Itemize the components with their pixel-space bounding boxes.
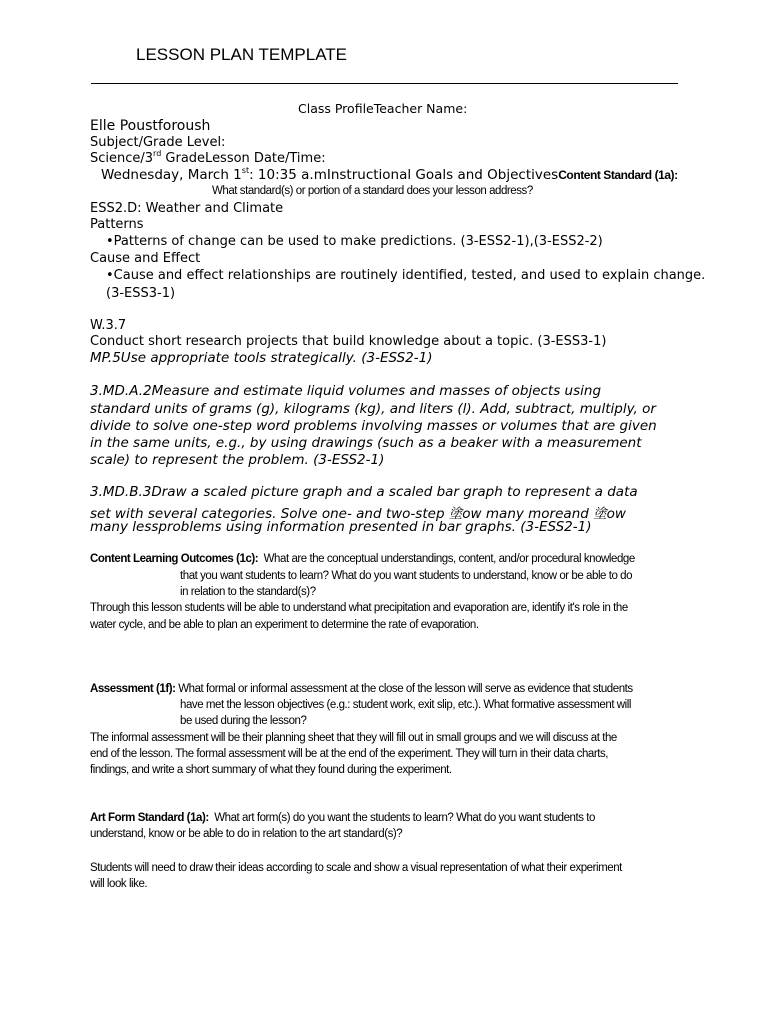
patterns-label: Patterns	[90, 217, 144, 232]
md-a2-line: in the same units, e.g., by using drawings (such as a beaker with a measurement	[90, 435, 642, 451]
ess-title: ESS2.D: Weather and Climate	[90, 201, 284, 216]
content-standard-label: Content Standard (1a):	[558, 168, 678, 182]
md-a2-line: divide to solve one-step word problems involving masses or volumes that are given	[90, 418, 657, 434]
art-form-question-cont: understand, know or be able to do in relation to the art standard(s)?	[90, 828, 403, 840]
md-a2-line: 3.MD.A.2Measure and estimate liquid volumes and masses of objects using	[90, 383, 602, 399]
art-form-answer: will look like.	[90, 878, 148, 890]
content-outcomes-label: Content Learning Outcomes (1c):	[90, 553, 259, 565]
w37-text: Conduct short research projects that build knowledge about a topic. (3-ESS3-1)	[90, 334, 607, 349]
cause-effect-label: Cause and Effect	[90, 251, 201, 266]
md-b3-line: 3.MD.B.3Draw a scaled picture graph and a scaled bar graph to represent a data	[90, 484, 638, 500]
patterns-bullet: •Patterns of change can be used to make predictions. (3-ESS2-1),(3-ESS2-2)	[106, 234, 603, 249]
content-outcomes-answer: water cycle, and be able to plan an experiment to determine the rate of evaporation.	[90, 619, 479, 631]
md-a2-line: scale) to represent the problem. (3-ESS2-1)	[90, 452, 385, 468]
subject-grade-label: Subject/Grade Level:	[90, 135, 226, 150]
content-outcomes-question-cont: in relation to the standard(s)?	[180, 586, 316, 598]
title-divider	[91, 83, 678, 84]
md-a2-line: standard units of grams (g), kilograms (kg), and liters (l). Add, subtract, multiply, or	[90, 401, 656, 417]
cause-effect-bullet-cont: (3-ESS3-1)	[106, 286, 176, 301]
art-form-answer: Students will need to draw their ideas according to scale and show a visual representation of what their experiment	[90, 862, 622, 874]
assessment-answer: The informal assessment will be their planning sheet that they will fill out in small groups and we will discuss at the	[90, 732, 617, 744]
md-b3-line: set with several categories. Solve one- and two-step 塗ow many moreand 塗ow	[90, 506, 626, 522]
art-form-question: Art Form Standard (1a): What art form(s) do you want the students to learn? What do you want students to	[90, 812, 595, 824]
content-outcomes-answer: Through this lesson students will be able to understand what precipitation and evaporation are, identify it's role in the	[90, 602, 628, 614]
cause-effect-bullet: •Cause and effect relationships are routinely identified, tested, and used to explain change.	[106, 268, 706, 283]
assessment-answer: end of the lesson. The formal assessment will be at the end of the experiment. They will turn in their data charts,	[90, 748, 609, 760]
assessment-question: Assessment (1f): What formal or informal assessment at the close of the lesson will serve as evidence that students	[90, 683, 633, 695]
assessment-question-cont: be used during the lesson?	[180, 715, 307, 727]
document-title: LESSON PLAN TEMPLATE	[136, 45, 347, 64]
subject-grade-line: Science/3rd GradeLesson Date/Time:	[90, 149, 326, 166]
md-b3-line: many lessproblems using information presented in bar graphs. (3-ESS2-1)	[90, 519, 592, 535]
mp5-standard: MP.5Use appropriate tools strategically. (3-ESS2-1)	[90, 350, 433, 366]
content-outcomes-question-cont: that you want students to learn? What do you want students to understand, know or be able to do	[180, 570, 633, 582]
w37-code: W.3.7	[90, 318, 127, 333]
standard-question: What standard(s) or portion of a standard does your lesson address?	[212, 185, 533, 197]
teacher-name: Elle Poustforoush	[90, 118, 211, 134]
class-profile-header: Class ProfileTeacher Name:	[298, 101, 468, 116]
assessment-question-cont: have met the lesson objectives (e.g.: student work, exit slip, etc.). What formative assessment will	[180, 699, 631, 711]
art-form-label: Art Form Standard (1a):	[90, 812, 209, 824]
lesson-date-line: Wednesday, March 1st: 10:35 a.mInstructional Goals and ObjectivesContent Standard (1a):	[101, 166, 678, 183]
content-outcomes-question: Content Learning Outcomes (1c): What are the conceptual understandings, content, and/or procedural knowledge	[90, 553, 635, 565]
assessment-label: Assessment (1f):	[90, 683, 176, 695]
assessment-answer: findings, and write a short summary of what they found during the experiment.	[90, 764, 452, 776]
